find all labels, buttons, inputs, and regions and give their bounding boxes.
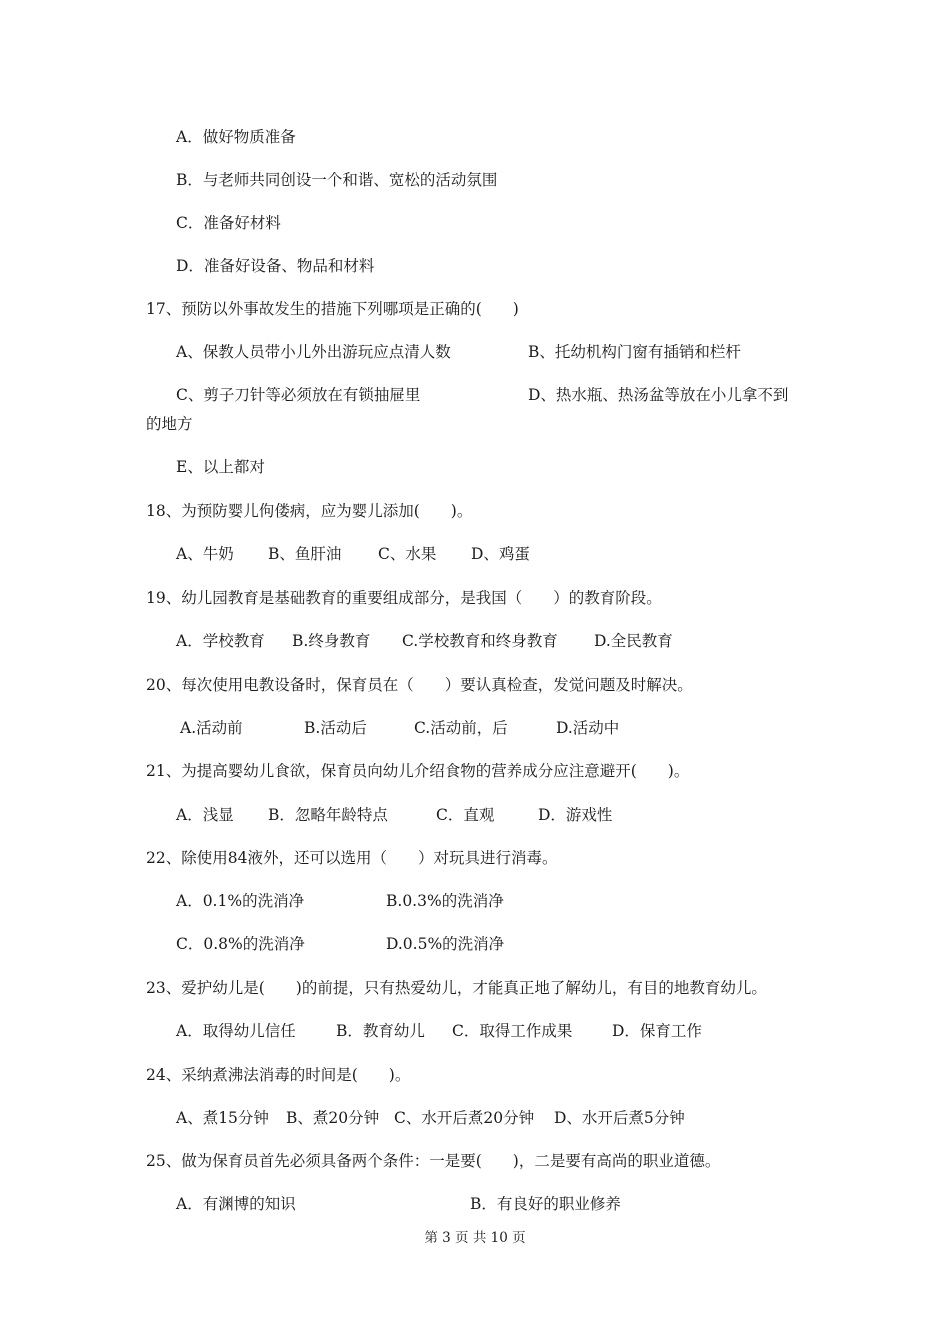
q18-option-a: A、牛奶: [176, 545, 234, 563]
q16-option-a: A．做好物质准备: [176, 128, 296, 146]
q21-stem: 21、为提高婴幼儿食欲，保育员向幼儿介绍食物的营养成分应注意避开( )。: [146, 762, 690, 780]
q22-stem: 22、除使用84液外，还可以选用（ ）对玩具进行消毒。: [146, 849, 558, 867]
q21-option-c: C．直观: [436, 806, 495, 824]
q22-option-d: D.0.5%的洗消净: [386, 935, 505, 953]
q24-option-d: D、水开后煮5分钟: [554, 1109, 685, 1127]
q16-option-c: C．准备好材料: [176, 214, 281, 232]
q22-option-c: C．0.8%的洗消净: [176, 935, 305, 953]
q23-option-b: B．教育幼儿: [336, 1022, 425, 1040]
q23-option-a: A．取得幼儿信任: [176, 1022, 296, 1040]
q20-option-b: B.活动后: [304, 719, 367, 737]
q16-option-d: D．准备好设备、物品和材料: [176, 257, 375, 275]
q23-stem: 23、爱护幼儿是( )的前提，只有热爱幼儿，才能真正地了解幼儿，有目的地教育幼儿。: [146, 979, 767, 997]
q18-stem: 18、为预防婴儿佝偻病，应为婴儿添加( )。: [146, 502, 473, 520]
q18-option-b: B、鱼肝油: [268, 545, 342, 563]
q24-stem: 24、采纳煮沸法消毒的时间是( )。: [146, 1066, 411, 1084]
q21-option-d: D．游戏性: [538, 806, 613, 824]
q25-stem: 25、做为保育员首先必须具备两个条件：一是要( )，二是要有高尚的职业道德。: [146, 1152, 721, 1170]
q17-option-d: D、热水瓶、热汤盆等放在小儿拿不到: [528, 386, 789, 404]
q24-option-c: C、水开后煮20分钟: [394, 1109, 535, 1127]
q20-option-a: A.活动前: [180, 719, 243, 737]
q25-option-a: A．有渊博的知识: [176, 1195, 296, 1213]
q22-option-a: A．0.1%的洗消净: [176, 892, 305, 910]
page-number-footer: 第 3 页 共 10 页: [424, 1230, 526, 1246]
q19-option-a: A．学校教育: [176, 632, 265, 650]
q18-option-c: C、水果: [378, 545, 437, 563]
q16-option-b: B．与老师共同创设一个和谐、宽松的活动氛围: [176, 171, 498, 189]
q19-option-c: C.学校教育和终身教育: [402, 632, 558, 650]
q24-option-b: B、煮20分钟: [286, 1109, 380, 1127]
q24-option-a: A、煮15分钟: [176, 1109, 269, 1127]
q23-option-c: C．取得工作成果: [452, 1022, 573, 1040]
q21-option-a: A．浅显: [176, 806, 234, 824]
q21-option-b: B．忽略年龄特点: [268, 806, 388, 824]
q20-stem: 20、每次使用电教设备时，保育员在（ ）要认真检查，发觉问题及时解决。: [146, 676, 693, 694]
q17-option-e: E、以上都对: [176, 458, 265, 476]
q19-option-b: B.终身教育: [292, 632, 371, 650]
q19-stem: 19、幼儿园教育是基础教育的重要组成部分，是我国（ ）的教育阶段。: [146, 589, 662, 607]
q17-stem: 17、预防以外事故发生的措施下列哪项是正确的( ): [146, 300, 519, 318]
q20-option-d: D.活动中: [556, 719, 620, 737]
q23-option-d: D．保育工作: [612, 1022, 702, 1040]
q17-option-a: A、保教人员带小儿外出游玩应点清人数: [176, 343, 451, 361]
q17-option-d-continued: 的地方: [146, 415, 193, 433]
q17-option-c: C、剪子刀针等必须放在有锁抽屉里: [176, 386, 421, 404]
q22-option-b: B.0.3%的洗消净: [386, 892, 504, 910]
q18-option-d: D、鸡蛋: [471, 545, 530, 563]
q17-option-b: B、托幼机构门窗有插销和栏杆: [528, 343, 741, 361]
q25-option-b: B．有良好的职业修养: [470, 1195, 621, 1213]
q20-option-c: C.活动前，后: [414, 719, 508, 737]
q19-option-d: D.全民教育: [594, 632, 673, 650]
